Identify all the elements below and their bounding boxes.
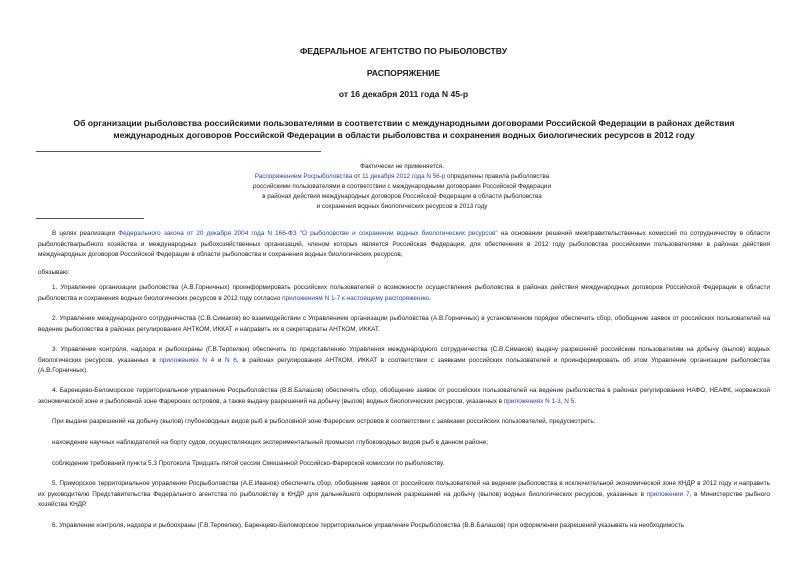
decree-link[interactable]: Распоряжением Росрыболовства bbox=[254, 173, 353, 180]
paragraph-4-sub-1: При выдаче разрешений на добычу (вылов) глубоководных видов рыб в рыболовной зоне Фарерских островов в соответствии с заявками российских пользователей, предусмотреть: bbox=[52, 418, 596, 425]
note-line-3: российскими пользователями в соответствии с международными договорами Российской Федерации bbox=[253, 183, 551, 190]
document-date-number: от 16 декабря 2011 года N 45-р bbox=[338, 89, 469, 99]
federal-law-link[interactable]: Федерального закона от 20 декабря 2004 года N 166-ФЗ "О рыболовстве и сохранении водных биологических ресурсов" bbox=[118, 230, 498, 237]
note-line-1: Фактически не применяется. bbox=[360, 163, 444, 170]
appendix-5-link[interactable]: N 5 bbox=[564, 397, 575, 405]
paragraph-4-sub-3: соблюдение требований пункта 5.3 Протокола Тридцать пятой сессии Смешанной Российско-Фарерской комиссии по рыболовству. bbox=[52, 460, 445, 467]
paragraph-4: 4. Баренцево-Беломорское территориальное управление Росрыболовства (В.В.Балашов) обеспечить сбор, обобщение заявок от российских пользователей на ведение рыболовства в районах регулирования НАФО, НЕАФК, норвежской экономической зоне и рыболовной зоне Фарерских островов, а также выдачу разрешений на добычу (вылов) водных биологических ресурсов, указанных в приложениях N 1-3, N 5. bbox=[38, 387, 770, 405]
paragraph-1: 1. Управление организации рыболовства (А.В.Горничных) проинформировать российских пользователей о возможности осуществления рыболовства в районах действия международных договоров Российской Федерации в области рыболовства и сохранения водных биологических ресурсов в 2012 году согласно приложениям N 1-7 к настоящему распоряжению. bbox=[38, 284, 770, 302]
decree-date-link[interactable]: 11 декабря 2012 года N 56-р bbox=[362, 173, 446, 180]
appendices-1-7-link[interactable]: приложениям N 1-7 к настоящему распоряжению bbox=[282, 294, 429, 302]
paragraph-6: 6. Управление контроля, надзора и рыбоохраны (Г.В.Терпелюк), Баренцево-Беломорское территориальное управление Росрыболовства (В.В.Балашов) при оформлении разрешений указывать на необходимость bbox=[52, 522, 685, 529]
paragraph-4-sub-2: нахождение научных наблюдателей на борту судов, осуществляющих экспериментальный промысел глубоководных видов рыб в данном районе; bbox=[52, 439, 488, 446]
appendices-1-3-link[interactable]: приложениях N 1-3 bbox=[503, 397, 561, 405]
divider-top bbox=[36, 151, 321, 152]
appendix-7-link[interactable]: приложении 7 bbox=[646, 490, 690, 498]
document-title bbox=[34, 117, 774, 141]
appendix-6-link[interactable]: N 6 bbox=[225, 356, 237, 364]
obliges-label: обязываю: bbox=[38, 269, 70, 276]
title-line-1: Об организации рыболовства российскими пользователями в соответствии с международными договорами Российской Федерации в районах действия bbox=[73, 118, 735, 128]
paragraph-2: 2. Управление международного сотрудничества (С.В.Симаков) во взаимодействии с Управлением организации рыболовства (А.В.Горничных) в установленном порядке обеспечить сбор, обобщение заявок от российских пользователей на ведение рыболовства в районах регулирования АНТКОМ, ИККАТ и направить их в секретариаты АНТКОМ, ИККАТ. bbox=[38, 315, 770, 333]
paragraph-5: 5. Приморское территориальное управление Росрыболовства (А.Е.Иванов) обеспечить сбор, обобщение заявок от российских пользователей на ведение рыболовства в исключительной экономической зоне КНДР в 2012 году и направить их руководителю Представительства Федерального агентства по рыболовству в КНДР для дальнейшего оформления разрешений на добычу (вылов) водных биологических ресурсов, указанных в приложении 7, в Министерстве рыбного хозяйства КНДР. bbox=[38, 480, 770, 509]
note-line-5: и сохранения водных биологических ресурсов в 2013 году bbox=[316, 203, 488, 210]
paragraph-3: 3. Управление контроля, надзора и рыбоохраны (Г.В.Терпелюк) обеспечить по представлению Управления международного сотрудничества (С.В.Симаков) выдачу разрешений российским пользователям на добычу (вылов) водных биологических ресурсов, указанных в приложениях N 4 и N 6, в районах регулирования АНТКОМ, ИККАТ в соответствии с заявками российских пользователей и проинформировать об этом Управление организации рыболовства (А.В.Горничных). bbox=[38, 346, 770, 375]
status-note bbox=[232, 162, 572, 212]
agency-name: ФЕДЕРАЛЬНОЕ АГЕНТСТВО ПО РЫБОЛОВСТВУ bbox=[299, 46, 508, 56]
preamble-paragraph: В целях реализации Федерального закона от 20 декабря 2004 года N 166-ФЗ "О рыболовстве и сохранении водных биологических ресурсов" на основании решений межправительственных комиссий по сотрудничеству в области рыболовства/рыбного хозяйства и международных рыбохозяйственных организаций, членом которых является Российская Федерация, для обеспечения в 2012 году рыболовства российскими пользователями в районах действия международных договоров Российской Федерации в области рыболовства и сохранения водных биологических ресурсов, bbox=[38, 230, 770, 259]
document-type: РАСПОРЯЖЕНИЕ bbox=[366, 68, 441, 78]
note-line-4: в районах действия международных договоров Российской Федерации в области рыболовства bbox=[262, 193, 542, 200]
appendix-4-link[interactable]: приложениях N 4 bbox=[159, 356, 215, 364]
title-line-2: международных договоров Российской Федерации в области рыболовства и сохранения водных биологических ресурсов в 2012 году bbox=[113, 130, 695, 140]
note-line-2: Распоряжением Росрыболовства от 11 декабря 2012 года N 56-р определены правила рыболовства bbox=[254, 173, 550, 180]
divider-bottom bbox=[36, 218, 144, 219]
